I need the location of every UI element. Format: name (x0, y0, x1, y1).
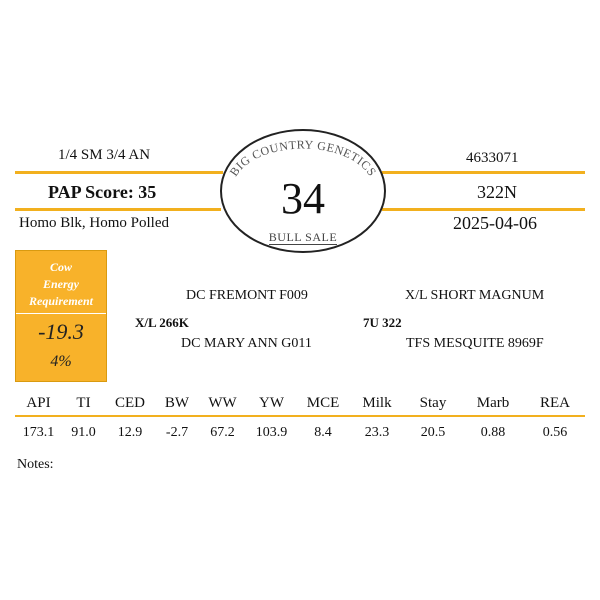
epd-value: 0.56 (542, 425, 568, 440)
sire: X/L 266K (135, 315, 189, 330)
pap-score: PAP Score: 35 (48, 182, 157, 202)
epd-value: 91.0 (71, 425, 96, 440)
notes-label: Notes: (17, 457, 54, 472)
breed-composition: 1/4 SM 3/4 AN (58, 147, 151, 163)
epd-header: TI (76, 395, 91, 411)
cer-title-line1: Cow (49, 260, 72, 274)
registration-number: 4633071 (466, 150, 519, 166)
epd-header: MCE (306, 395, 340, 411)
dam-sire: 7U 322 (363, 315, 402, 330)
genetic-traits: Homo Blk, Homo Polled (19, 215, 170, 231)
epd-header: Marb (476, 395, 510, 411)
dam-sire-sire: X/L SHORT MAGNUM (405, 288, 545, 303)
bull-sale-label: BULL SALE (268, 230, 338, 244)
epd-value: -2.7 (165, 425, 189, 440)
epd-value: 173.1 (22, 425, 55, 440)
epd-header: YW (259, 395, 284, 411)
cer-title (16, 259, 106, 310)
sire-sire: DC FREMONT F009 (186, 288, 308, 303)
epd-value: 8.4 (314, 425, 332, 440)
lot-number: 34 (281, 174, 325, 223)
epd-header-row (15, 395, 585, 412)
epd-value-row (15, 425, 585, 441)
epd-header: Stay (419, 395, 447, 411)
epd-header: BW (164, 395, 190, 411)
epd-header: CED (115, 395, 145, 411)
epd-header: Milk (362, 395, 392, 411)
logo-bottom-text (222, 230, 384, 245)
epd-header-line (15, 415, 585, 417)
epd-value: 0.88 (480, 425, 506, 440)
tattoo-id: 322N (477, 182, 517, 202)
logo-arc-text: BIG COUNTRY GENETICS (226, 137, 380, 179)
dam-sire-dam: TFS MESQUITE 8969F (406, 336, 544, 351)
cer-divider (16, 313, 106, 314)
header-line-right-top (382, 171, 585, 174)
cer-title-line2: Energy (43, 277, 79, 291)
birth-date: 2025-04-06 (453, 213, 537, 233)
header-line-left-top (15, 171, 223, 174)
header-line-right-bottom (382, 208, 585, 211)
epd-header: WW (208, 395, 237, 411)
epd-header: API (26, 395, 51, 411)
epd-value: 20.5 (420, 425, 446, 440)
sire-dam: DC MARY ANN G011 (181, 336, 312, 351)
epd-value: 67.2 (210, 425, 235, 440)
cow-energy-requirement-box (15, 250, 107, 382)
epd-value: 12.9 (117, 425, 143, 440)
epd-header: REA (540, 395, 570, 411)
cer-value: -19.3 (38, 319, 84, 344)
epd-value: 103.9 (255, 425, 288, 440)
cer-title-line3: Requirement (28, 294, 93, 308)
epd-value: 23.3 (364, 425, 390, 440)
cer-percent: 4% (50, 353, 72, 370)
big-country-genetics-logo (220, 129, 386, 253)
header-line-left-bottom (15, 208, 221, 211)
